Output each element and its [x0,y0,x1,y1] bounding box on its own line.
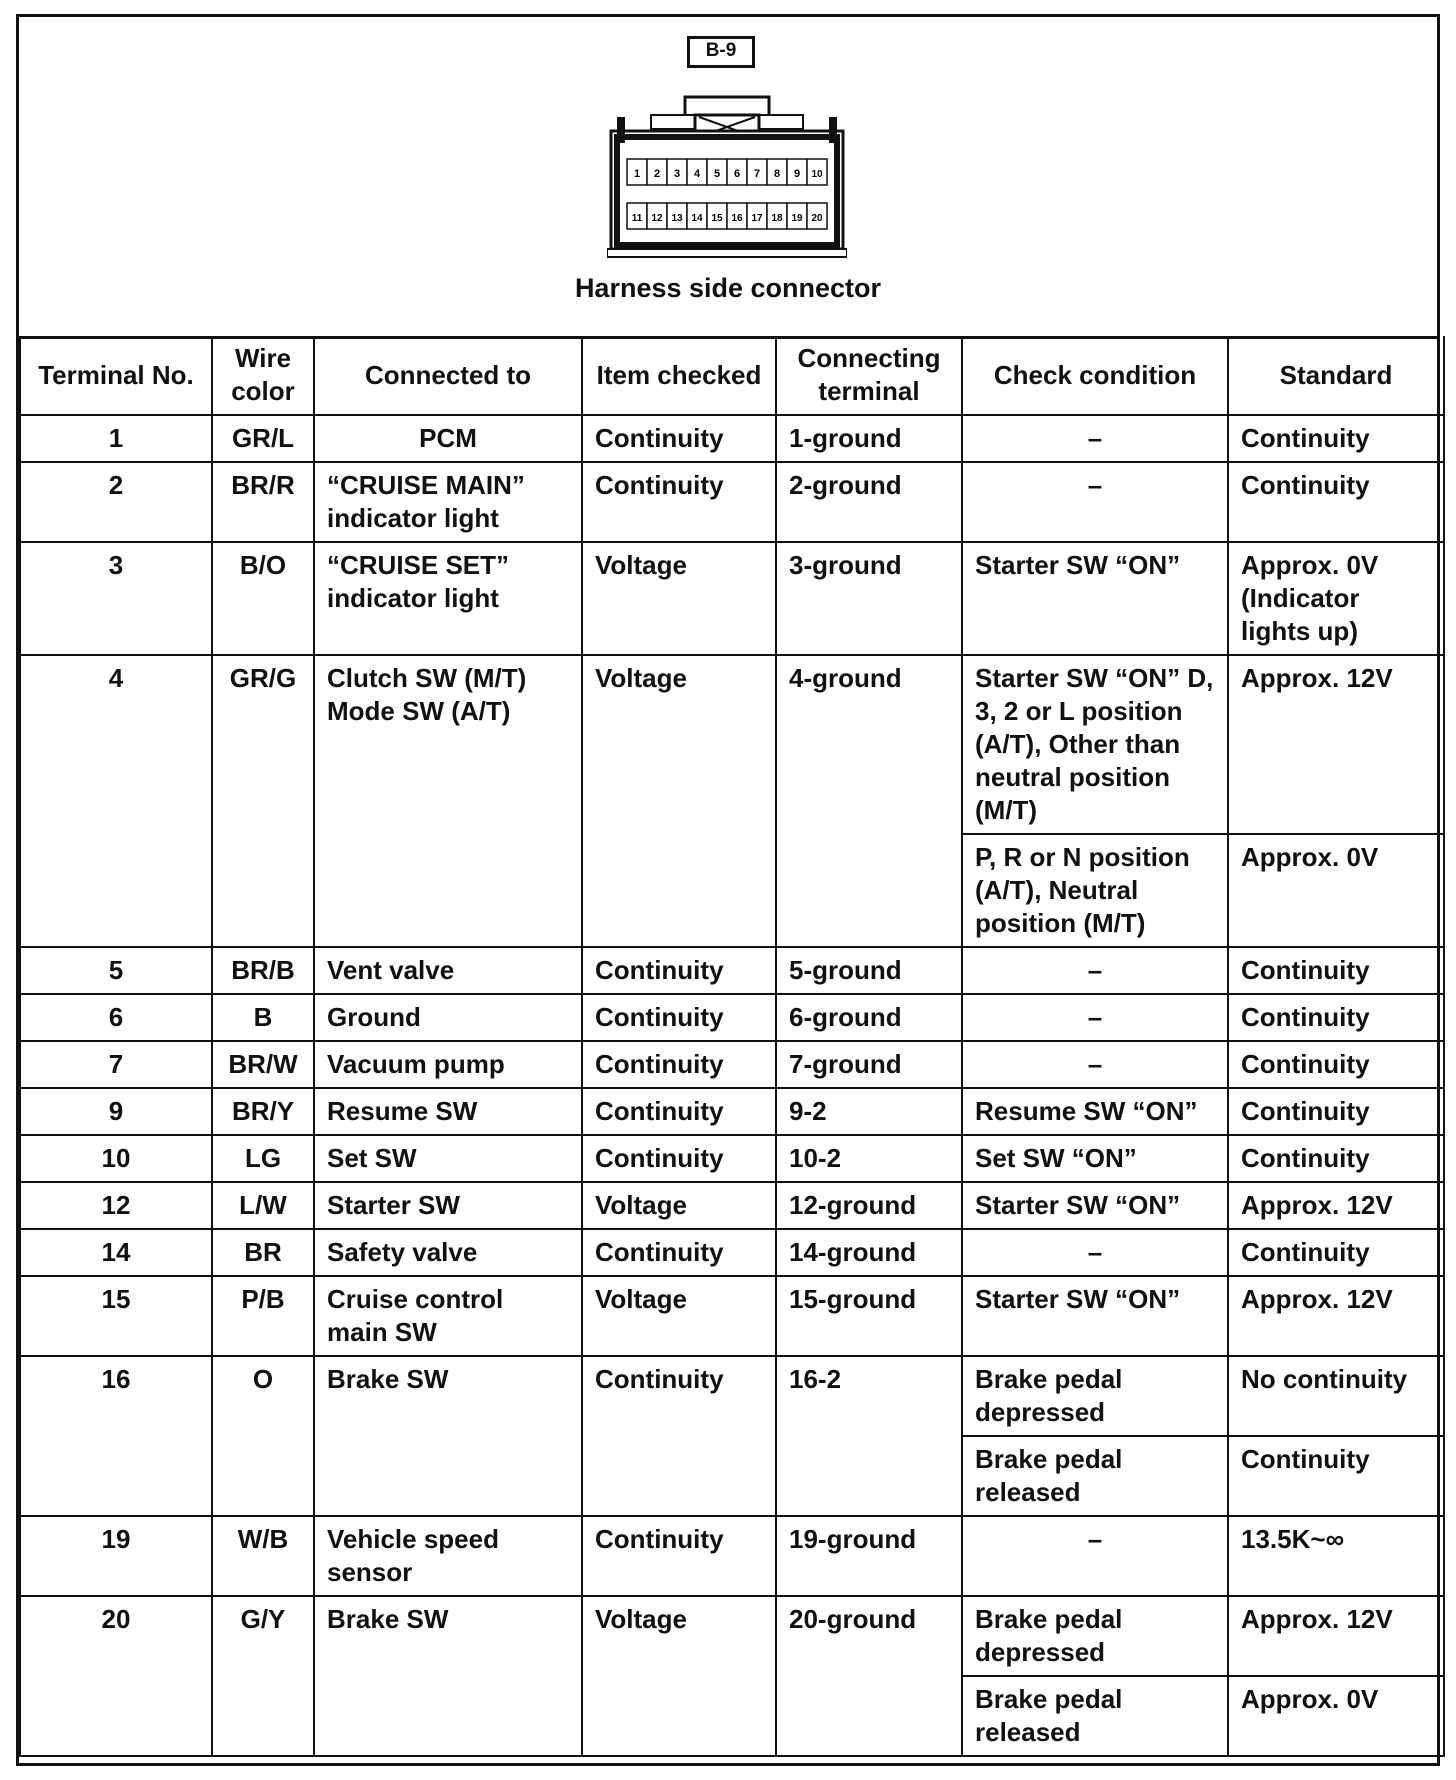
terminal-no-cell: 2 [20,462,212,542]
standard-cell: Continuity [1228,947,1444,994]
standard-cell: Continuity [1228,1088,1444,1135]
check-condition-cell: Brake pedal released [962,1436,1228,1516]
connected-to-cell: Brake SW [314,1356,582,1516]
wire-color-cell: P/B [212,1276,314,1356]
item-checked-cell: Continuity [582,1088,776,1135]
item-checked-cell: Continuity [582,1229,776,1276]
terminal-no-cell: 5 [20,947,212,994]
table-row [20,1182,1444,1229]
check-condition-cell: P, R or N position (A/T), Neutral position (M/T) [962,834,1228,947]
connecting-terminal-cell: 15-ground [776,1276,962,1356]
connector-pin-label: 1 [633,168,641,180]
connected-to-cell: Clutch SW (M/T) Mode SW (A/T) [314,655,582,947]
connector-pin-label: 9 [793,168,801,180]
connected-to-cell: Ground [314,994,582,1041]
check-condition-cell: – [962,1229,1228,1276]
wire-color-cell: BR/R [212,462,314,542]
item-checked-cell: Continuity [582,415,776,462]
wire-color-cell: B [212,994,314,1041]
connecting-terminal-cell: 2-ground [776,462,962,542]
check-condition-cell: – [962,415,1228,462]
wire-color-cell: L/W [212,1182,314,1229]
check-condition-cell: Starter SW “ON” [962,1276,1228,1356]
standard-cell: Approx. 0V [1228,1676,1444,1756]
check-condition-cell: Brake pedal released [962,1676,1228,1756]
connector-pin-label: 3 [673,168,681,180]
connector-pin-label: 11 [631,213,643,224]
terminal-no-cell: 12 [20,1182,212,1229]
table-row [20,655,1444,834]
table-row [20,542,1444,655]
header-item-checked: Item checked [582,336,776,415]
standard-cell: Approx. 12V [1228,1596,1444,1676]
table-row [20,462,1444,542]
wire-color-cell: BR/Y [212,1088,314,1135]
standard-cell: Continuity [1228,1041,1444,1088]
connecting-terminal-cell: 14-ground [776,1229,962,1276]
item-checked-cell: Continuity [582,947,776,994]
check-condition-cell: – [962,1516,1228,1596]
connecting-terminal-cell: 10-2 [776,1135,962,1182]
table-row [20,994,1444,1041]
connector-diagram [607,93,847,269]
connector-pin-label: 18 [771,213,783,224]
connecting-terminal-cell: 5-ground [776,947,962,994]
header-connecting-terminal: Connecting terminal [776,336,962,415]
item-checked-cell: Continuity [582,1041,776,1088]
wire-color-cell: BR [212,1229,314,1276]
standard-cell: No continuity [1228,1356,1444,1436]
header-standard: Standard [1228,336,1444,415]
connector-pin-label: 16 [731,213,743,224]
connector-pin-label: 4 [693,168,701,180]
connected-to-cell: “CRUISE MAIN” indicator light [314,462,582,542]
connector-pin-label: 6 [733,168,741,180]
terminal-no-cell: 15 [20,1276,212,1356]
connected-to-cell: Cruise control main SW [314,1276,582,1356]
terminal-no-cell: 14 [20,1229,212,1276]
table-row [20,1229,1444,1276]
table-row [20,1276,1444,1356]
connector-pin-label: 10 [811,169,823,180]
standard-cell: Continuity [1228,1135,1444,1182]
header-connected-to: Connected to [314,336,582,415]
connecting-terminal-cell: 6-ground [776,994,962,1041]
connector-pin-label: 7 [753,168,761,180]
wire-color-cell: GR/L [212,415,314,462]
wire-color-cell: B/O [212,542,314,655]
wire-color-cell: GR/G [212,655,314,947]
connector-pin-label: 8 [773,168,781,180]
connector-pin-label: 13 [671,213,683,224]
wire-color-cell: BR/B [212,947,314,994]
connected-to-cell: Starter SW [314,1182,582,1229]
standard-cell: Continuity [1228,994,1444,1041]
connector-pin-label: 19 [791,213,803,224]
check-condition-cell: Starter SW “ON” [962,1182,1228,1229]
connector-pin-label: 12 [651,213,663,224]
connector-pin-label: 17 [751,213,763,224]
item-checked-cell: Voltage [582,1182,776,1229]
table-row [20,415,1444,462]
item-checked-cell: Continuity [582,994,776,1041]
terminal-no-cell: 20 [20,1596,212,1756]
connected-to-cell: Vent valve [314,947,582,994]
connecting-terminal-cell: 19-ground [776,1516,962,1596]
connected-to-cell: Resume SW [314,1088,582,1135]
standard-cell: Approx. 0V (Indicator lights up) [1228,542,1444,655]
connecting-terminal-cell: 1-ground [776,415,962,462]
terminal-no-cell: 19 [20,1516,212,1596]
item-checked-cell: Continuity [582,1516,776,1596]
connected-to-cell: Brake SW [314,1596,582,1756]
item-checked-cell: Continuity [582,1135,776,1182]
connecting-terminal-cell: 3-ground [776,542,962,655]
table-row [20,1356,1444,1436]
standard-cell: Continuity [1228,462,1444,542]
check-condition-cell: – [962,947,1228,994]
connector-caption: Harness side connector [574,273,882,303]
standard-cell: Approx. 12V [1228,655,1444,834]
check-condition-cell: Brake pedal depressed [962,1356,1228,1436]
table-row [20,1041,1444,1088]
terminal-no-cell: 10 [20,1135,212,1182]
connector-pin-label: 15 [711,213,723,224]
document-frame [16,14,1440,1766]
connector-pin-label: 5 [713,168,721,180]
terminal-no-cell: 1 [20,415,212,462]
check-condition-cell: Starter SW “ON” [962,542,1228,655]
connecting-terminal-cell: 12-ground [776,1182,962,1229]
connector-pin-label: 20 [811,213,823,224]
standard-cell: Approx. 12V [1228,1182,1444,1229]
item-checked-cell: Voltage [582,1596,776,1756]
standard-cell: Approx. 12V [1228,1276,1444,1356]
item-checked-cell: Voltage [582,1276,776,1356]
standard-cell: 13.5K~∞ [1228,1516,1444,1596]
wire-color-cell: W/B [212,1516,314,1596]
standard-cell: Continuity [1228,415,1444,462]
check-condition-cell: – [962,994,1228,1041]
terminal-table-body [20,415,1444,1756]
connector-pin-label: 14 [691,213,703,224]
check-condition-cell: – [962,1041,1228,1088]
check-condition-cell: Resume SW “ON” [962,1088,1228,1135]
item-checked-cell: Continuity [582,462,776,542]
connector-label: B-9 [687,36,755,68]
connected-to-cell: PCM [314,415,582,462]
connected-to-cell: Vacuum pump [314,1041,582,1088]
terminal-table [19,336,1445,1757]
table-row [20,1596,1444,1676]
standard-cell: Approx. 0V [1228,834,1444,947]
check-condition-cell: Brake pedal depressed [962,1596,1228,1676]
connecting-terminal-cell: 20-ground [776,1596,962,1756]
wire-color-cell: O [212,1356,314,1516]
terminal-no-cell: 16 [20,1356,212,1516]
connected-to-cell: “CRUISE SET” indicator light [314,542,582,655]
check-condition-cell: – [962,462,1228,542]
terminal-no-cell: 7 [20,1041,212,1088]
terminal-no-cell: 9 [20,1088,212,1135]
check-condition-cell: Starter SW “ON” D, 3, 2 or L position (A/T), Other than neutral position (M/T) [962,655,1228,834]
terminal-no-cell: 6 [20,994,212,1041]
item-checked-cell: Voltage [582,542,776,655]
table-row [20,1516,1444,1596]
wire-color-cell: G/Y [212,1596,314,1756]
wire-color-cell: BR/W [212,1041,314,1088]
item-checked-cell: Voltage [582,655,776,947]
table-row [20,1135,1444,1182]
connecting-terminal-cell: 7-ground [776,1041,962,1088]
terminal-no-cell: 4 [20,655,212,947]
connector-pin-label: 2 [653,168,661,180]
table-row [20,947,1444,994]
check-condition-cell: Set SW “ON” [962,1135,1228,1182]
table-row [20,1088,1444,1135]
wire-color-cell: LG [212,1135,314,1182]
header-check-condition: Check condition [962,336,1228,415]
header-wire-color: Wire color [212,336,314,415]
terminal-no-cell: 3 [20,542,212,655]
connecting-terminal-cell: 9-2 [776,1088,962,1135]
header-terminal-no: Terminal No. [20,336,212,415]
connector-header [19,17,1437,339]
standard-cell: Continuity [1228,1229,1444,1276]
connected-to-cell: Vehicle speed sensor [314,1516,582,1596]
connected-to-cell: Set SW [314,1135,582,1182]
connected-to-cell: Safety valve [314,1229,582,1276]
connecting-terminal-cell: 4-ground [776,655,962,947]
item-checked-cell: Continuity [582,1356,776,1516]
standard-cell: Continuity [1228,1436,1444,1516]
connecting-terminal-cell: 16-2 [776,1356,962,1516]
